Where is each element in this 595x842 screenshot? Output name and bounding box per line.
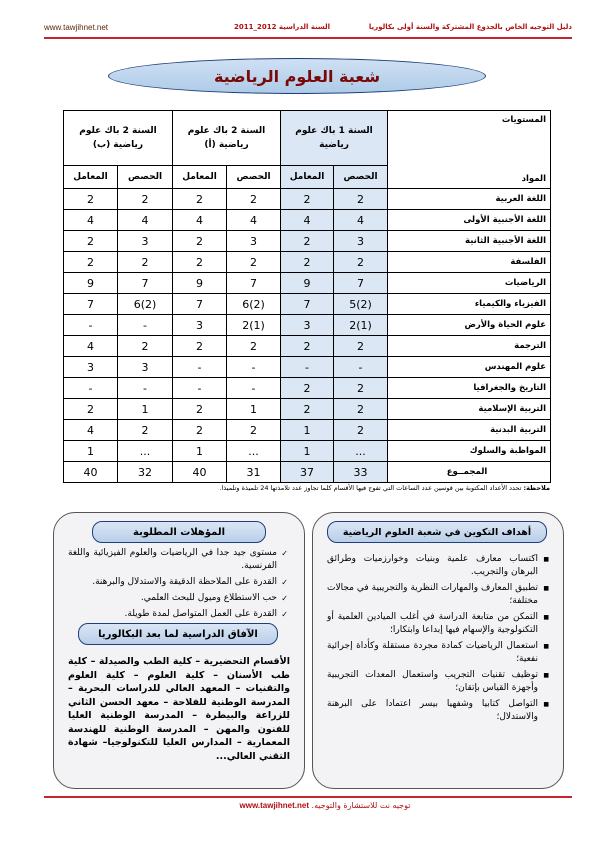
subject-name: التربية البدنية [388,420,551,441]
subject-name: اللغة الأجنبية الأولى [388,210,551,231]
qualifications-list [68,547,288,624]
header-guide-title: دليل التوجيه الخاص بالجذوع المشتركة والسنة أولى بكالوريا [368,23,572,31]
table-cell: 1 [227,399,281,420]
table-row [64,252,551,273]
subject-name: الفلسفة [388,252,551,273]
table-cell: 2 [281,189,334,210]
table-cell: 2 [64,231,118,252]
table-row [64,357,551,378]
total-cell: 40 [64,462,118,483]
table-cell: 4 [64,210,118,231]
objectives-title: أهداف التكوين في شعبة العلوم الرياضية [327,521,547,543]
table-cell: - [118,378,173,399]
table-cell: 2 [227,420,281,441]
table-cell: 2 [118,189,173,210]
table-cell: 3 [334,231,388,252]
table-cell: - [173,357,227,378]
table-row [64,189,551,210]
table-cell: 3 [118,231,173,252]
table-cell: 2 [118,420,173,441]
table-cell: 2 [173,189,227,210]
table-cell: 7 [64,294,118,315]
qualification-item: ✓ القدرة على الملاحظة الدقيقة والاستدلال والبرهنة. [68,576,288,589]
table-row [64,210,551,231]
corner-levels: المستويات [501,115,547,125]
table-corner [388,111,551,189]
objective-item: ■ استعمال الرياضيات كمادة مجردة مستقلة وكأداة إجرائية نفعية؛ [327,640,549,666]
level-header-2bac-a: السنة 2 باك علوم رياضية (أ) [173,111,281,166]
subject-name: علوم المهندس [388,357,551,378]
header-year: السنة الدراسية 2012_2011 [234,23,331,31]
sub-header-coef: المعامل [281,166,334,189]
table-cell: 2 [118,252,173,273]
table-row [64,273,551,294]
table-cell: 4 [64,420,118,441]
objective-item: ■ اكتساب معارف علمية وبنيات وخوارزميات وطرائق البرهان والتجريب. [327,553,549,579]
prospects-text: الأقسام التحضيرية – كلية الطب والصيدلة – كلية طب الأسنان – كلية العلوم – كلية العلوم والتقنيات – المعهد العالي للدراسات البحرية – المدرسة الوطنية للفلاحة – معهد الحسن الثاني للزراعة والبيطرة – المدرسة الوطنية العليا للفنون والمهن – المدرسة الوطنية للهندسة المعمارية – المدارس العليا للتكنولوجيا– شهادة التقني العالي... [68,656,290,762]
table-cell: - [334,357,388,378]
table-cell: ... [334,441,388,462]
objectives-box [312,512,564,789]
table-cell: - [64,315,118,336]
table-note [63,484,550,492]
table-cell: - [173,378,227,399]
qualification-item: ✓ مستوى جيد جدا في الرياضيات والعلوم الفيزيائية واللغة الفرنسية. [68,547,288,573]
total-label: المجمــوع [388,462,551,483]
table-cell: 1 [64,441,118,462]
table-row [64,294,551,315]
qualifications-title: المؤهلات المطلوبة [92,521,266,543]
table-cell: 2 [64,399,118,420]
total-cell: 31 [227,462,281,483]
table-cell: 3 [173,315,227,336]
table-cell: 7 [281,294,334,315]
table-cell: 2(1) [334,315,388,336]
total-cell: 32 [118,462,173,483]
table-cell: 4 [118,210,173,231]
table-cell: 2 [281,252,334,273]
table-cell: 2 [227,189,281,210]
qualifications-prospects-box [53,512,305,789]
objective-item: ■ تطبيق المعارف والمهارات النظرية والتجريبية في مجالات مختلفة؛ [327,582,549,608]
table-cell: 7 [173,294,227,315]
table-cell: 4 [281,210,334,231]
table-cell: 5(2) [334,294,388,315]
subjects-table [63,110,551,483]
table-cell: 4 [334,210,388,231]
page-footer [200,801,450,810]
total-cell: 37 [281,462,334,483]
note-label: ملاحظة: [523,484,550,492]
table-cell: ... [118,441,173,462]
table-cell: 9 [281,273,334,294]
sub-header-coef: المعامل [64,166,118,189]
table-cell: 3 [227,231,281,252]
subject-name: اللغة العربية [388,189,551,210]
table-total-row [64,462,551,483]
table-cell: 2(1) [227,315,281,336]
subject-name: الرياضيات [388,273,551,294]
table-cell: 2 [334,378,388,399]
note-text: تحدد الأعداد المكتوبة بين قوسين عدد الساعات التي تفوج فيها الأقسام كلما تجاوز عدد تلامذتها 24 تلميذة وتلميذا. [219,484,524,492]
table-cell: - [118,315,173,336]
table-cell: 2 [64,252,118,273]
level-header-1bac: السنة 1 باك علوم رياضية [281,111,388,166]
page-title: شعبة العلوم الرياضية [213,66,381,86]
total-cell: 40 [173,462,227,483]
table-row [64,420,551,441]
table-row [64,399,551,420]
table-cell: - [64,378,118,399]
subject-name: اللغة الأجنبية الثانية [388,231,551,252]
table-cell: 6(2) [227,294,281,315]
table-cell: 2 [118,336,173,357]
table-cell: 2 [173,231,227,252]
table-cell: 3 [118,357,173,378]
subject-name: المواظبة والسلوك [388,441,551,462]
objectives-list [327,553,549,727]
table-cell: 4 [227,210,281,231]
objective-item: ■ التواصل كتابيا وشفهيا بيسر اعتمادا على البرهنة والاستدلال؛ [327,698,549,724]
table-cell: 2 [281,336,334,357]
table-cell: 2 [334,252,388,273]
table-cell: 1 [118,399,173,420]
page-header [44,22,572,38]
table-row [64,378,551,399]
table-cell: 7 [118,273,173,294]
table-cell: 2 [173,336,227,357]
qualification-item: ✓ حب الاستطلاع وميول للبحث العلمي. [68,592,288,605]
footer-url[interactable]: www.tawjihnet.net [239,801,309,810]
corner-subjects: المواد [521,174,547,184]
table-row [64,336,551,357]
table-cell: 2 [173,420,227,441]
table-cell: 2 [227,252,281,273]
sub-header-hours: الحصص [118,166,173,189]
subject-name: الترجمة [388,336,551,357]
objective-item: ■ توظيف تقنيات التجريب واستعمال المعدات التجريبية وأجهزة القياس بإتقان؛ [327,669,549,695]
table-cell: 7 [227,273,281,294]
table-cell: 1 [281,441,334,462]
prospects-title: الآفاق الدراسية لما بعد البكالوريا [78,623,278,645]
table-cell: 4 [173,210,227,231]
table-cell: 2 [334,399,388,420]
table-cell: 2 [281,231,334,252]
table-cell: 2 [334,420,388,441]
table-cell: 2 [334,336,388,357]
table-cell: - [281,357,334,378]
page-title-banner [108,58,486,94]
table-cell: 9 [173,273,227,294]
table-cell: 6(2) [118,294,173,315]
table-cell: 4 [64,336,118,357]
sub-header-hours: الحصص [334,166,388,189]
table-cell: 2 [281,399,334,420]
table-cell: 2 [64,189,118,210]
table-cell: - [227,378,281,399]
table-cell: 2 [173,399,227,420]
subject-name: التاريخ والجغرافيا [388,378,551,399]
objective-item: ■ التمكن من متابعة الدراسة في أغلب الميادين العلمية أو التكنولوجية والإسهام فيها إبداعا وابتكارا؛ [327,611,549,637]
table-cell: 3 [64,357,118,378]
total-cell: 33 [334,462,388,483]
table-cell: 1 [281,420,334,441]
header-site[interactable]: www.tawjihnet.net [44,23,109,32]
footer-divider [44,796,572,798]
subject-name: علوم الحياة والأرض [388,315,551,336]
table-cell: ... [227,441,281,462]
table-row [64,231,551,252]
footer-text: توجيه نت للاستشارة والتوجيه. [311,801,411,810]
table-cell: 2 [334,189,388,210]
table-cell: 3 [281,315,334,336]
level-header-2bac-b: السنة 2 باك علوم رياضية (ب) [64,111,173,166]
sub-header-coef: المعامل [173,166,227,189]
table-cell: - [227,357,281,378]
table-cell: 2 [227,336,281,357]
header-divider [44,37,572,39]
table-row [64,315,551,336]
sub-header-hours: الحصص [227,166,281,189]
subject-name: التربية الإسلامية [388,399,551,420]
table-cell: 1 [173,441,227,462]
table-cell: 2 [281,378,334,399]
table-cell: 7 [334,273,388,294]
table-cell: 9 [64,273,118,294]
qualification-item: ✓ القدرة على العمل المتواصل لمدة طويلة. [68,608,288,621]
subject-name: الفيزياء والكيمياء [388,294,551,315]
table-row [64,441,551,462]
table-cell: 2 [173,252,227,273]
table-body [64,189,551,462]
